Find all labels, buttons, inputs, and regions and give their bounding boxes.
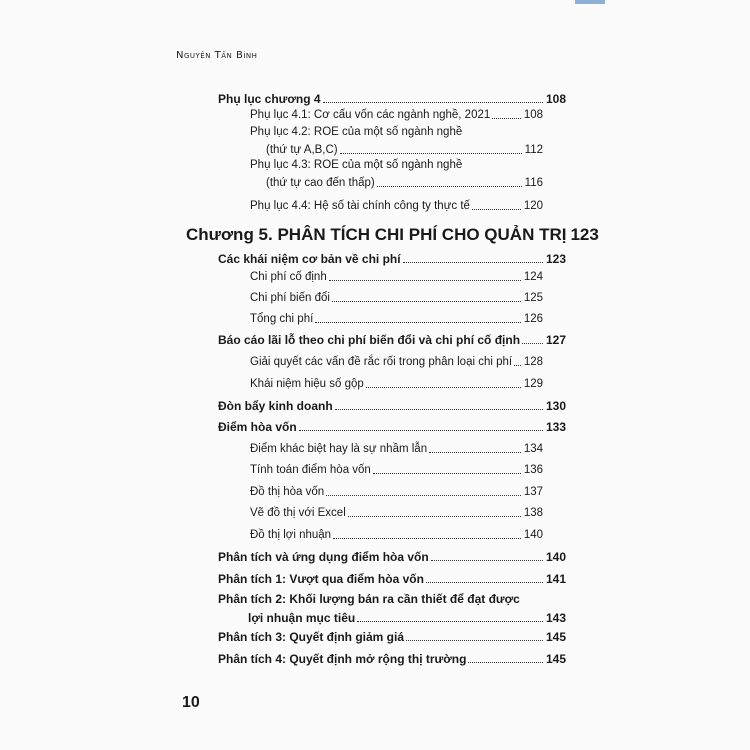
toc-page-number: 130 [545, 399, 566, 413]
toc-entry-title: Tổng chi phí [250, 313, 314, 325]
toc-entry-title: Phân tích 3: Quyết định giảm giá [218, 630, 405, 644]
toc-page-number: 128 [523, 356, 543, 368]
toc-page-number: 126 [523, 313, 543, 325]
toc-page-number: 129 [523, 378, 543, 390]
leader-dots [429, 451, 521, 453]
leader-dots [514, 364, 521, 366]
toc-page-number: 136 [523, 464, 543, 476]
toc-entry [250, 108, 543, 122]
toc-entry [250, 506, 543, 520]
toc-page-number: 116 [524, 177, 543, 189]
toc-entry-continuation: (thứ tự cao đến thấp) [266, 177, 375, 189]
toc-entry-title: Điểm hòa vốn [218, 420, 297, 434]
toc-page-number: 108 [545, 92, 566, 106]
toc-entry-title: Chi phí cố định [250, 271, 327, 283]
leader-dots [431, 559, 543, 561]
leader-dots [373, 472, 521, 474]
page-number: 10 [182, 694, 200, 711]
toc-entry [218, 630, 566, 644]
leader-dots [468, 661, 543, 663]
toc-entry [218, 252, 566, 266]
toc-page-number: 112 [524, 144, 543, 156]
leader-dots [333, 537, 521, 539]
toc-page-number: 123 [545, 252, 566, 266]
toc-entry [266, 176, 543, 190]
toc-entry-title: Các khái niệm cơ bản về chi phí [218, 252, 401, 266]
toc-entry [218, 420, 566, 434]
toc-entry [250, 270, 543, 284]
toc-page-number: 133 [545, 420, 566, 434]
toc-entry-title: Khái niệm hiệu số gộp [250, 378, 364, 390]
toc-entry [218, 572, 566, 586]
leader-dots [357, 620, 543, 622]
toc-entry-title: Đồ thị lợi nhuận [250, 529, 332, 541]
toc-entry [250, 199, 543, 213]
toc-entry-title: Chi phí biến đổi [250, 292, 330, 304]
chapter-page: 123 [570, 225, 599, 244]
toc-page-number: 120 [523, 200, 543, 212]
leader-dots [426, 581, 543, 583]
toc-entry [250, 528, 543, 542]
toc-entry-title: Phân tích và ứng dụng điểm hòa vốn [218, 550, 429, 564]
toc-entry-title: Phụ lục 4.3: ROE của một số ngành nghề [250, 159, 463, 171]
chapter-heading [186, 225, 599, 245]
toc-entry [218, 652, 566, 666]
toc-entry [218, 92, 566, 106]
leader-dots [332, 300, 521, 302]
toc-entry-title: Phân tích 1: Vượt qua điểm hòa vốn [218, 572, 424, 586]
toc-page-number: 140 [545, 550, 566, 564]
toc-page-number: 124 [523, 271, 543, 283]
toc-page-number: 134 [523, 443, 543, 455]
leader-dots [335, 408, 543, 410]
toc-entry [250, 442, 543, 456]
toc-entry-title: Điểm khác biệt hay là sự nhầm lẫn [250, 443, 428, 455]
leader-dots [406, 639, 543, 641]
leader-dots [492, 117, 521, 119]
top-edge-mark [575, 0, 605, 4]
leader-dots [323, 101, 543, 103]
toc-entry [266, 143, 543, 157]
toc-entry-continuation: lợi nhuận mục tiêu [248, 611, 356, 625]
leader-dots [315, 321, 521, 323]
toc-entry [250, 355, 543, 369]
toc-entry-title: Phân tích 2: Khối lượng bán ra cần thiết để đạt được [218, 592, 520, 606]
leader-dots [366, 386, 521, 388]
toc-entry [248, 611, 566, 625]
leader-dots [377, 185, 522, 187]
toc-entry [250, 291, 543, 305]
leader-dots [472, 208, 521, 210]
toc-entry-continuation: (thứ tự A,B,C) [266, 144, 338, 156]
toc-entry [250, 377, 543, 391]
toc-entry-title: Tính toán điểm hòa vốn [250, 464, 371, 476]
toc-entry-title: Đòn bẩy kinh doanh [218, 399, 333, 413]
toc-entry-title: Giải quyết các vấn đề rắc rối trong phân loại chi phí [250, 356, 513, 368]
toc-entry-title: Phân tích 4: Quyết định mở rộng thị trường [218, 652, 467, 666]
leader-dots [329, 279, 521, 281]
leader-dots [348, 515, 521, 517]
toc-entry [250, 485, 543, 499]
toc-entry [250, 312, 543, 326]
toc-entry-title: Phụ lục 4.4: Hệ số tài chính công ty thực tế [250, 200, 470, 212]
toc-page-number: 127 [545, 333, 566, 347]
toc-page-number: 145 [545, 630, 566, 644]
toc-entry [250, 463, 543, 477]
leader-dots [403, 261, 543, 263]
toc-entry-title: Vẽ đồ thị với Excel [250, 507, 346, 519]
toc-page-number: 143 [545, 611, 566, 625]
toc-page-number: 137 [523, 486, 543, 498]
leader-dots [340, 152, 522, 154]
toc-page-number: 125 [523, 292, 543, 304]
toc-entry-title: Báo cáo lãi lỗ theo chi phí biến đổi và chi phí cố định [218, 333, 521, 347]
leader-dots [326, 494, 521, 496]
running-head: Nguyên Tấn Bình [176, 50, 258, 61]
toc-entry-title: Phụ lục 4.2: ROE của một số ngành nghề [250, 126, 463, 138]
toc-entry-title: Phụ lục 4.1: Cơ cấu vốn các ngành nghề, 2021 [250, 109, 491, 121]
toc-entry [218, 399, 566, 413]
toc-entry-title: Đồ thị hòa vốn [250, 486, 325, 498]
toc-page-number: 140 [523, 529, 543, 541]
leader-dots [299, 429, 543, 431]
toc-entry [218, 333, 566, 347]
leader-dots [522, 342, 543, 344]
toc-entry-title: Phụ lục chương 4 [218, 92, 321, 106]
toc-page-number: 138 [523, 507, 543, 519]
toc-page-number: 108 [523, 109, 543, 121]
toc-entry [218, 550, 566, 564]
toc-page-number: 141 [545, 572, 566, 586]
chapter-title: Chương 5. PHÂN TÍCH CHI PHÍ CHO QUẢN TRỊ [186, 225, 567, 244]
toc-page-number: 145 [545, 652, 566, 666]
